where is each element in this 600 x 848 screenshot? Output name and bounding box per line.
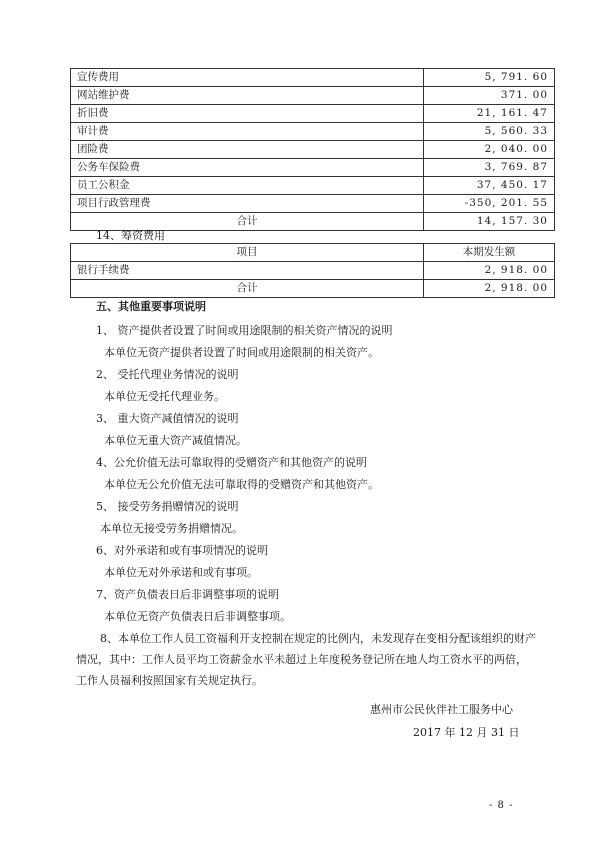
item-8-paragraph: [76, 628, 536, 691]
item-4-body: 本单位无公允价值无法可靠取得的受赠资产和其他资产。: [104, 478, 379, 491]
item-6-body: 本单位无对外承诺和或有事项。: [104, 566, 258, 579]
header-amount: 本期发生额: [424, 244, 555, 262]
table-row: [71, 69, 555, 87]
row-name: 审计费: [71, 123, 424, 141]
row-amount: -350, 201. 55: [424, 195, 555, 213]
expense-table: [70, 68, 555, 231]
row-amount: 5, 791. 60: [424, 69, 555, 87]
section-5-title: 五、其他重要事项说明: [96, 300, 206, 313]
item-7-body: 本单位无资产负债表日后非调整事项。: [104, 610, 291, 623]
header-item: 项目: [71, 244, 424, 262]
row-amount: 5, 560. 33: [424, 123, 555, 141]
total-label: 合计: [71, 280, 424, 298]
table-row: [71, 195, 555, 213]
row-name: 公务车保险费: [71, 159, 424, 177]
row-name: 项目行政管理费: [71, 195, 424, 213]
row-amount: 2, 040. 00: [424, 141, 555, 159]
item-4-title: 4、公允价值无法可靠取得的受赠资产和其他资产的说明: [96, 456, 367, 469]
row-name: 网站维护费: [71, 87, 424, 105]
item-6-title: 6、对外承诺和或有事项情况的说明: [96, 544, 268, 557]
table-total-row: [71, 280, 555, 298]
total-amount: 2, 918. 00: [424, 280, 555, 298]
table-row: [71, 141, 555, 159]
row-amount: 371. 00: [424, 87, 555, 105]
row-name: 员工公积金: [71, 177, 424, 195]
item-3-body: 本单位无重大资产减值情况。: [104, 434, 247, 447]
item-7-title: 7、资产负债表日后非调整事项的说明: [96, 588, 279, 601]
item-5-body: 本单位无接受劳务捐赠情况。: [100, 522, 243, 535]
signature-date: 2017 年 12 月 31 日: [413, 726, 520, 739]
section-14-heading: 14、筹资费用: [96, 229, 165, 242]
table-total-row: [71, 213, 555, 231]
item-5-title: 5、 接受劳务捐赠情况的说明: [96, 500, 239, 513]
table-header-row: [71, 244, 555, 262]
page-number: - 8 -: [489, 800, 514, 811]
table-row: [71, 105, 555, 123]
table-row: [71, 159, 555, 177]
row-name: 银行手续费: [71, 262, 424, 280]
table-row: [71, 177, 555, 195]
row-name: 团险费: [71, 141, 424, 159]
table-row: [71, 87, 555, 105]
row-name: 折旧费: [71, 105, 424, 123]
row-name: 宣传费用: [71, 69, 424, 87]
item-1-body: 本单位无资产提供者设置了时间或用途限制的相关资产。: [104, 346, 379, 359]
item-3-title: 3、 重大资产减值情况的说明: [96, 412, 239, 425]
total-label: 合计: [71, 213, 424, 231]
total-amount: 14, 157. 30: [424, 213, 555, 231]
item-1-title: 1、 资产提供者设置了时间或用途限制的相关资产情况的说明: [96, 324, 393, 337]
table-row: [71, 123, 555, 141]
financing-expense-table: [70, 243, 555, 298]
row-amount: 21, 161. 47: [424, 105, 555, 123]
signature-organization: 惠州市公民伙伴社工服务中心: [370, 703, 513, 716]
row-amount: 2, 918. 00: [424, 262, 555, 280]
item-2-title: 2、 受托代理业务情况的说明: [96, 368, 239, 381]
row-amount: 37, 450. 17: [424, 177, 555, 195]
item-8-text: 8、本单位工作人员工资福利开支控制在规定的比例内，未发现存在变相分配该组织的财产情况，其中：工作人员平均工资薪金水平未超过上年度税务登记所在地人均工资水平的两倍，工作人员福利按照国家有关规定执行。: [76, 632, 536, 687]
row-amount: 3, 769. 87: [424, 159, 555, 177]
item-2-body: 本单位无受托代理业务。: [104, 390, 225, 403]
table-row: [71, 262, 555, 280]
